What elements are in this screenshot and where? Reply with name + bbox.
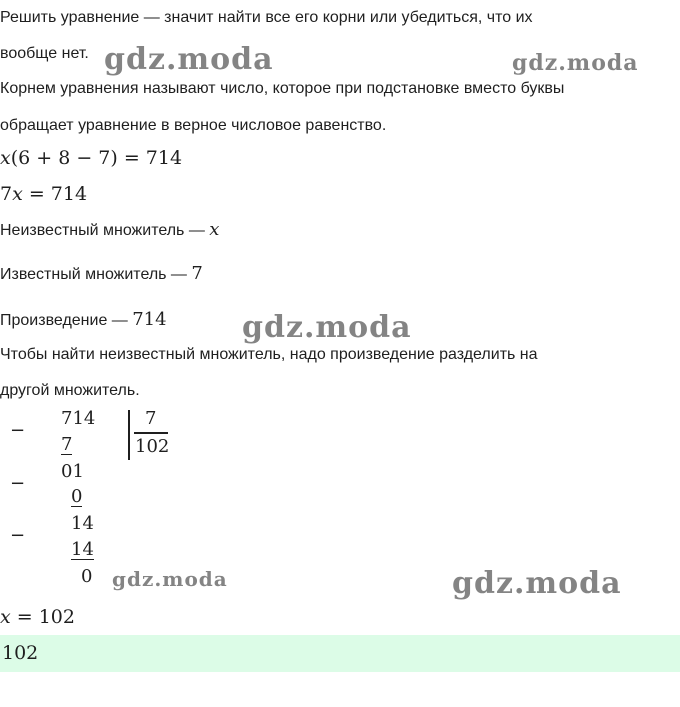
- paragraph-line: Корнем уравнения называют число, которое при подстановке вместо буквы: [0, 80, 565, 97]
- result-text: = 102: [10, 606, 75, 628]
- watermark: gdz.moda: [112, 567, 228, 591]
- known-factor-label: Известный множитель —: [0, 266, 192, 283]
- watermark: gdz.moda: [242, 310, 412, 345]
- rule-line: Чтобы найти неизвестный множитель, надо произведение разделить на: [0, 346, 538, 363]
- minus-sign: −: [10, 420, 26, 441]
- answer-box: [0, 635, 680, 672]
- watermark: gdz.moda: [512, 50, 639, 76]
- equation-1: [0, 147, 182, 169]
- subtrahend-3: [71, 539, 94, 561]
- product-value: 714: [132, 309, 167, 330]
- quotient-line: [134, 432, 168, 434]
- unknown-factor-line: [0, 219, 219, 242]
- rule-line: другой множитель.: [0, 382, 140, 399]
- dividend: 714: [61, 408, 96, 429]
- equation-2: [0, 183, 87, 205]
- unknown-factor-value: x: [209, 219, 220, 240]
- known-factor-line: [0, 263, 203, 286]
- subtrahend-2: [71, 486, 82, 508]
- equation-text: = 714: [22, 183, 88, 205]
- final-remainder: 0: [81, 566, 93, 587]
- minus-sign: −: [10, 525, 26, 546]
- result-variable: x: [0, 606, 11, 628]
- subtrahend-2-value: 0: [71, 486, 83, 507]
- subtrahend-1-value: 7: [61, 434, 73, 455]
- equation-variable: x: [0, 147, 11, 169]
- divisor: 7: [145, 408, 157, 429]
- equation-text: (6 + 8 − 7) = 714: [10, 147, 183, 169]
- answer-value: 102: [2, 642, 39, 664]
- known-factor-value: 7: [191, 263, 203, 284]
- quotient: 102: [135, 436, 170, 457]
- subtrahend-3-value: 14: [71, 539, 94, 560]
- subtrahend-1: [61, 434, 72, 456]
- paragraph-line: обращает уравнение в верное числовое равенство.: [0, 117, 387, 134]
- remainder-1: 01: [61, 461, 84, 482]
- minus-sign: −: [10, 473, 26, 494]
- product-line: [0, 309, 167, 332]
- product-label: Произведение —: [0, 312, 133, 329]
- unknown-factor-label: Неизвестный множитель —: [0, 222, 210, 239]
- equation-variable: x: [12, 183, 23, 205]
- watermark: gdz.moda: [452, 566, 622, 601]
- watermark: gdz.moda: [104, 42, 274, 77]
- remainder-2: 14: [71, 513, 94, 534]
- division-bar: [128, 410, 130, 460]
- result-equation: [0, 606, 75, 628]
- equation-coefficient: 7: [0, 183, 13, 205]
- paragraph-line: вообще нет.: [0, 45, 89, 62]
- paragraph-line: Решить уравнение — значит найти все его корни или убедиться, что их: [0, 9, 533, 26]
